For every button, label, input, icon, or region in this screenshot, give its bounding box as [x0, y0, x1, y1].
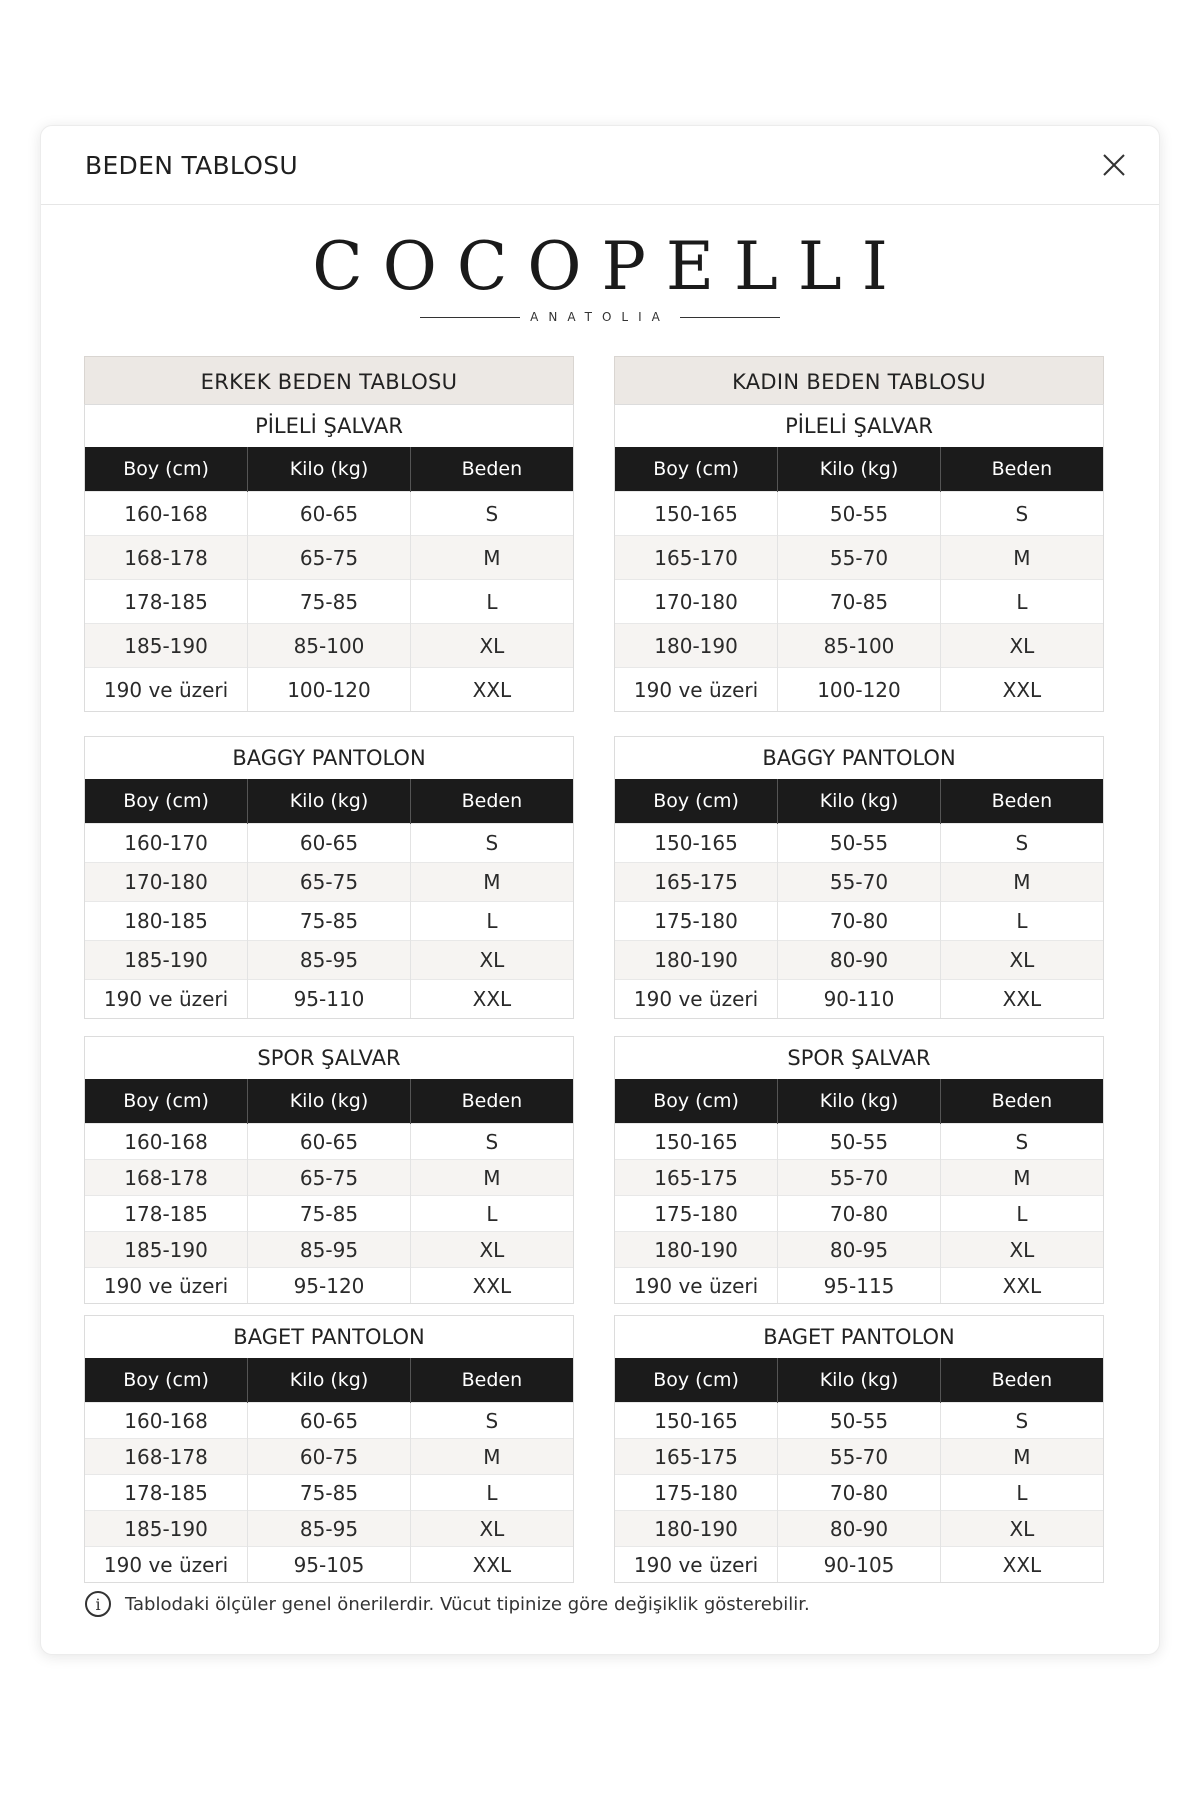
size-table — [615, 1358, 1103, 1582]
table-cell: 70-80 — [778, 1196, 941, 1232]
table-cell: 85-100 — [778, 624, 941, 668]
column-header: Boy (cm) — [85, 447, 248, 492]
kadin-section-spor — [614, 1036, 1104, 1304]
erkek-section-baggy — [84, 736, 574, 1019]
table-cell: 70-80 — [778, 902, 941, 941]
table-row — [615, 902, 1103, 941]
table-header-row — [85, 1358, 573, 1403]
kadin-section-pileli — [614, 404, 1104, 712]
table-cell: M — [410, 1160, 573, 1196]
column-header: Kilo (kg) — [248, 779, 411, 824]
erkek-section-spor — [84, 1036, 574, 1304]
erkek-section-baget — [84, 1315, 574, 1583]
table-cell: 150-165 — [615, 1124, 778, 1160]
size-table — [85, 1358, 573, 1582]
table-cell: S — [410, 1124, 573, 1160]
column-header: Beden — [940, 447, 1103, 492]
table-cell: 80-90 — [778, 1511, 941, 1547]
table-header-row — [615, 779, 1103, 824]
close-button[interactable] — [1097, 148, 1131, 182]
table-cell: 85-95 — [248, 1511, 411, 1547]
logo-subtitle — [41, 310, 1159, 324]
table-row — [85, 1511, 573, 1547]
table-cell: 55-70 — [778, 863, 941, 902]
table-cell: 95-120 — [248, 1268, 411, 1304]
table-cell: 175-180 — [615, 902, 778, 941]
column-header: Kilo (kg) — [778, 447, 941, 492]
table-row — [85, 624, 573, 668]
table-row — [85, 1475, 573, 1511]
table-cell: 190 ve üzeri — [615, 1547, 778, 1583]
column-header: Beden — [410, 1358, 573, 1403]
table-cell: 178-185 — [85, 1475, 248, 1511]
logo-sub-text: ANATOLIA — [530, 310, 670, 324]
erkek-column — [84, 356, 574, 1577]
table-cell: 75-85 — [248, 580, 411, 624]
table-cell: S — [410, 1403, 573, 1439]
table-row — [615, 536, 1103, 580]
table-cell: 100-120 — [248, 668, 411, 712]
table-cell: 185-190 — [85, 624, 248, 668]
table-cell: XL — [410, 941, 573, 980]
table-cell: 75-85 — [248, 1475, 411, 1511]
size-table — [615, 779, 1103, 1018]
table-cell: 168-178 — [85, 1160, 248, 1196]
table-cell: 190 ve üzeri — [85, 980, 248, 1019]
section-title: PİLELİ ŞALVAR — [785, 414, 933, 438]
table-cell: 65-75 — [248, 863, 411, 902]
erkek-section-pileli — [84, 404, 574, 712]
table-cell: L — [410, 580, 573, 624]
table-row — [85, 1547, 573, 1583]
table-cell: 50-55 — [778, 1124, 941, 1160]
table-cell: S — [410, 824, 573, 863]
column-header: Beden — [410, 779, 573, 824]
column-header: Kilo (kg) — [248, 1358, 411, 1403]
table-cell: 55-70 — [778, 1160, 941, 1196]
table-row — [85, 902, 573, 941]
column-header: Beden — [940, 779, 1103, 824]
table-header-row — [615, 1079, 1103, 1124]
erkek-title: ERKEK BEDEN TABLOSU — [84, 356, 574, 406]
table-cell: XL — [410, 1232, 573, 1268]
section-title: BAGGY PANTOLON — [232, 746, 426, 770]
table-cell: 180-190 — [615, 941, 778, 980]
table-cell: 168-178 — [85, 1439, 248, 1475]
table-row — [85, 536, 573, 580]
table-row — [615, 980, 1103, 1019]
column-header: Boy (cm) — [85, 1079, 248, 1124]
table-cell: 190 ve üzeri — [85, 1268, 248, 1304]
size-table — [85, 447, 573, 711]
table-cell: 190 ve üzeri — [85, 1547, 248, 1583]
table-cell: 180-185 — [85, 902, 248, 941]
table-cell: M — [940, 1160, 1103, 1196]
table-cell: 55-70 — [778, 536, 941, 580]
table-row — [85, 1160, 573, 1196]
size-table — [85, 779, 573, 1018]
column-header: Beden — [940, 1079, 1103, 1124]
table-row — [615, 863, 1103, 902]
table-cell: XXL — [940, 1547, 1103, 1583]
column-header: Boy (cm) — [615, 1358, 778, 1403]
size-table — [85, 1079, 573, 1303]
table-row — [615, 624, 1103, 668]
table-cell: 175-180 — [615, 1196, 778, 1232]
table-cell: 55-70 — [778, 1439, 941, 1475]
table-cell: S — [940, 492, 1103, 536]
table-row — [85, 863, 573, 902]
column-header: Kilo (kg) — [778, 779, 941, 824]
size-chart-modal — [40, 125, 1160, 1655]
table-cell: 165-175 — [615, 863, 778, 902]
table-cell: 168-178 — [85, 536, 248, 580]
table-header-row — [615, 1358, 1103, 1403]
table-header-row — [85, 1079, 573, 1124]
kadin-section-baggy — [614, 736, 1104, 1019]
table-cell: 95-110 — [248, 980, 411, 1019]
table-row — [85, 668, 573, 712]
table-cell: XL — [940, 1511, 1103, 1547]
table-cell: M — [940, 536, 1103, 580]
section-title: BAGET PANTOLON — [763, 1325, 955, 1349]
kadin-title: KADIN BEDEN TABLOSU — [614, 356, 1104, 406]
table-cell: L — [940, 902, 1103, 941]
table-row — [85, 580, 573, 624]
table-row — [85, 492, 573, 536]
logo-rule-right — [680, 317, 780, 318]
table-row — [615, 1196, 1103, 1232]
table-cell: S — [410, 492, 573, 536]
table-cell: 70-80 — [778, 1475, 941, 1511]
table-cell: 60-65 — [248, 1403, 411, 1439]
table-cell: 75-85 — [248, 1196, 411, 1232]
table-cell: XL — [940, 1232, 1103, 1268]
column-header: Boy (cm) — [85, 1358, 248, 1403]
table-cell: 178-185 — [85, 580, 248, 624]
table-cell: 60-75 — [248, 1439, 411, 1475]
modal-title: BEDEN TABLOSU — [85, 151, 299, 180]
table-cell: 75-85 — [248, 902, 411, 941]
table-cell: 80-90 — [778, 941, 941, 980]
table-cell: XXL — [940, 668, 1103, 712]
info-icon: i — [85, 1591, 111, 1617]
table-cell: M — [940, 1439, 1103, 1475]
table-row — [85, 1196, 573, 1232]
table-cell: 165-175 — [615, 1439, 778, 1475]
column-header: Boy (cm) — [615, 779, 778, 824]
table-cell: 85-95 — [248, 941, 411, 980]
column-header: Boy (cm) — [85, 779, 248, 824]
table-header-row — [85, 447, 573, 492]
table-cell: M — [940, 863, 1103, 902]
info-note-text: Tablodaki ölçüler genel önerilerdir. Vücut tipinize göre değişiklik gösterebilir. — [125, 1593, 810, 1615]
table-cell: 85-100 — [248, 624, 411, 668]
table-cell: 178-185 — [85, 1196, 248, 1232]
table-cell: 90-110 — [778, 980, 941, 1019]
column-header: Kilo (kg) — [778, 1079, 941, 1124]
table-row — [85, 1124, 573, 1160]
column-header: Beden — [940, 1358, 1103, 1403]
table-row — [85, 824, 573, 863]
table-cell: XXL — [410, 1268, 573, 1304]
brand-logo — [41, 228, 1159, 324]
table-cell: XXL — [410, 980, 573, 1019]
table-cell: 100-120 — [778, 668, 941, 712]
section-title: SPOR ŞALVAR — [787, 1046, 931, 1070]
table-row — [615, 1547, 1103, 1583]
table-cell: 190 ve üzeri — [615, 668, 778, 712]
table-cell: M — [410, 863, 573, 902]
table-row — [615, 941, 1103, 980]
table-cell: 160-170 — [85, 824, 248, 863]
column-header: Beden — [410, 1079, 573, 1124]
table-row — [85, 941, 573, 980]
table-row — [615, 1124, 1103, 1160]
table-row — [615, 1232, 1103, 1268]
column-header: Beden — [410, 447, 573, 492]
table-cell: 85-95 — [248, 1232, 411, 1268]
section-title: BAGGY PANTOLON — [762, 746, 956, 770]
table-cell: 170-180 — [85, 863, 248, 902]
table-cell: 180-190 — [615, 1511, 778, 1547]
size-table — [615, 447, 1103, 711]
table-cell: 185-190 — [85, 941, 248, 980]
table-cell: L — [410, 1196, 573, 1232]
table-cell: 65-75 — [248, 536, 411, 580]
table-row — [85, 1232, 573, 1268]
table-cell: 50-55 — [778, 492, 941, 536]
table-cell: XL — [940, 941, 1103, 980]
table-cell: 170-180 — [615, 580, 778, 624]
table-cell: S — [940, 824, 1103, 863]
table-cell: XL — [410, 624, 573, 668]
table-cell: L — [410, 902, 573, 941]
table-cell: XXL — [940, 980, 1103, 1019]
table-cell: 160-168 — [85, 1403, 248, 1439]
column-header: Boy (cm) — [615, 1079, 778, 1124]
table-cell: M — [410, 536, 573, 580]
table-row — [85, 980, 573, 1019]
table-cell: 50-55 — [778, 824, 941, 863]
table-cell: L — [940, 1475, 1103, 1511]
table-cell: 95-105 — [248, 1547, 411, 1583]
table-cell: 65-75 — [248, 1160, 411, 1196]
column-header: Kilo (kg) — [248, 447, 411, 492]
table-cell: 150-165 — [615, 824, 778, 863]
table-cell: L — [940, 1196, 1103, 1232]
table-cell: 160-168 — [85, 1124, 248, 1160]
table-cell: S — [940, 1403, 1103, 1439]
table-cell: 160-168 — [85, 492, 248, 536]
logo-name: COCOPELLI — [312, 228, 908, 305]
table-cell: 60-65 — [248, 492, 411, 536]
table-row — [85, 1439, 573, 1475]
table-cell: 185-190 — [85, 1511, 248, 1547]
table-cell: 180-190 — [615, 1232, 778, 1268]
logo-rule-left — [420, 317, 520, 318]
table-cell: 60-65 — [248, 1124, 411, 1160]
column-header: Boy (cm) — [615, 447, 778, 492]
table-cell: 190 ve üzeri — [615, 980, 778, 1019]
table-cell: 165-175 — [615, 1160, 778, 1196]
table-row — [85, 1403, 573, 1439]
table-cell: 50-55 — [778, 1403, 941, 1439]
table-cell: 165-170 — [615, 536, 778, 580]
modal-header — [41, 126, 1159, 205]
info-note — [85, 1591, 810, 1617]
table-cell: 190 ve üzeri — [615, 1268, 778, 1304]
table-row — [615, 492, 1103, 536]
table-cell: 95-115 — [778, 1268, 941, 1304]
table-row — [615, 668, 1103, 712]
kadin-section-baget — [614, 1315, 1104, 1583]
table-cell: S — [940, 1124, 1103, 1160]
table-header-row — [85, 779, 573, 824]
table-cell: 190 ve üzeri — [85, 668, 248, 712]
table-cell: M — [410, 1439, 573, 1475]
table-row — [615, 1268, 1103, 1304]
kadin-column — [614, 356, 1104, 1577]
table-row — [615, 1475, 1103, 1511]
table-cell: XL — [410, 1511, 573, 1547]
table-cell: 175-180 — [615, 1475, 778, 1511]
column-header: Kilo (kg) — [248, 1079, 411, 1124]
table-cell: 80-95 — [778, 1232, 941, 1268]
size-table — [615, 1079, 1103, 1303]
table-cell: 150-165 — [615, 1403, 778, 1439]
table-cell: XXL — [940, 1268, 1103, 1304]
section-title: SPOR ŞALVAR — [257, 1046, 401, 1070]
section-title: BAGET PANTOLON — [233, 1325, 425, 1349]
table-cell: 185-190 — [85, 1232, 248, 1268]
table-cell: 70-85 — [778, 580, 941, 624]
close-icon — [1097, 148, 1131, 182]
table-cell: 60-65 — [248, 824, 411, 863]
table-cell: 90-105 — [778, 1547, 941, 1583]
table-cell: XXL — [410, 668, 573, 712]
table-row — [615, 1439, 1103, 1475]
column-header: Kilo (kg) — [778, 1358, 941, 1403]
table-row — [615, 1511, 1103, 1547]
table-cell: L — [940, 580, 1103, 624]
table-cell: XXL — [410, 1547, 573, 1583]
table-row — [85, 1268, 573, 1304]
table-cell: L — [410, 1475, 573, 1511]
table-cell: 180-190 — [615, 624, 778, 668]
table-cell: XL — [940, 624, 1103, 668]
section-title: PİLELİ ŞALVAR — [255, 414, 403, 438]
table-cell: 150-165 — [615, 492, 778, 536]
table-row — [615, 824, 1103, 863]
table-header-row — [615, 447, 1103, 492]
table-row — [615, 1160, 1103, 1196]
table-row — [615, 1403, 1103, 1439]
table-row — [615, 580, 1103, 624]
